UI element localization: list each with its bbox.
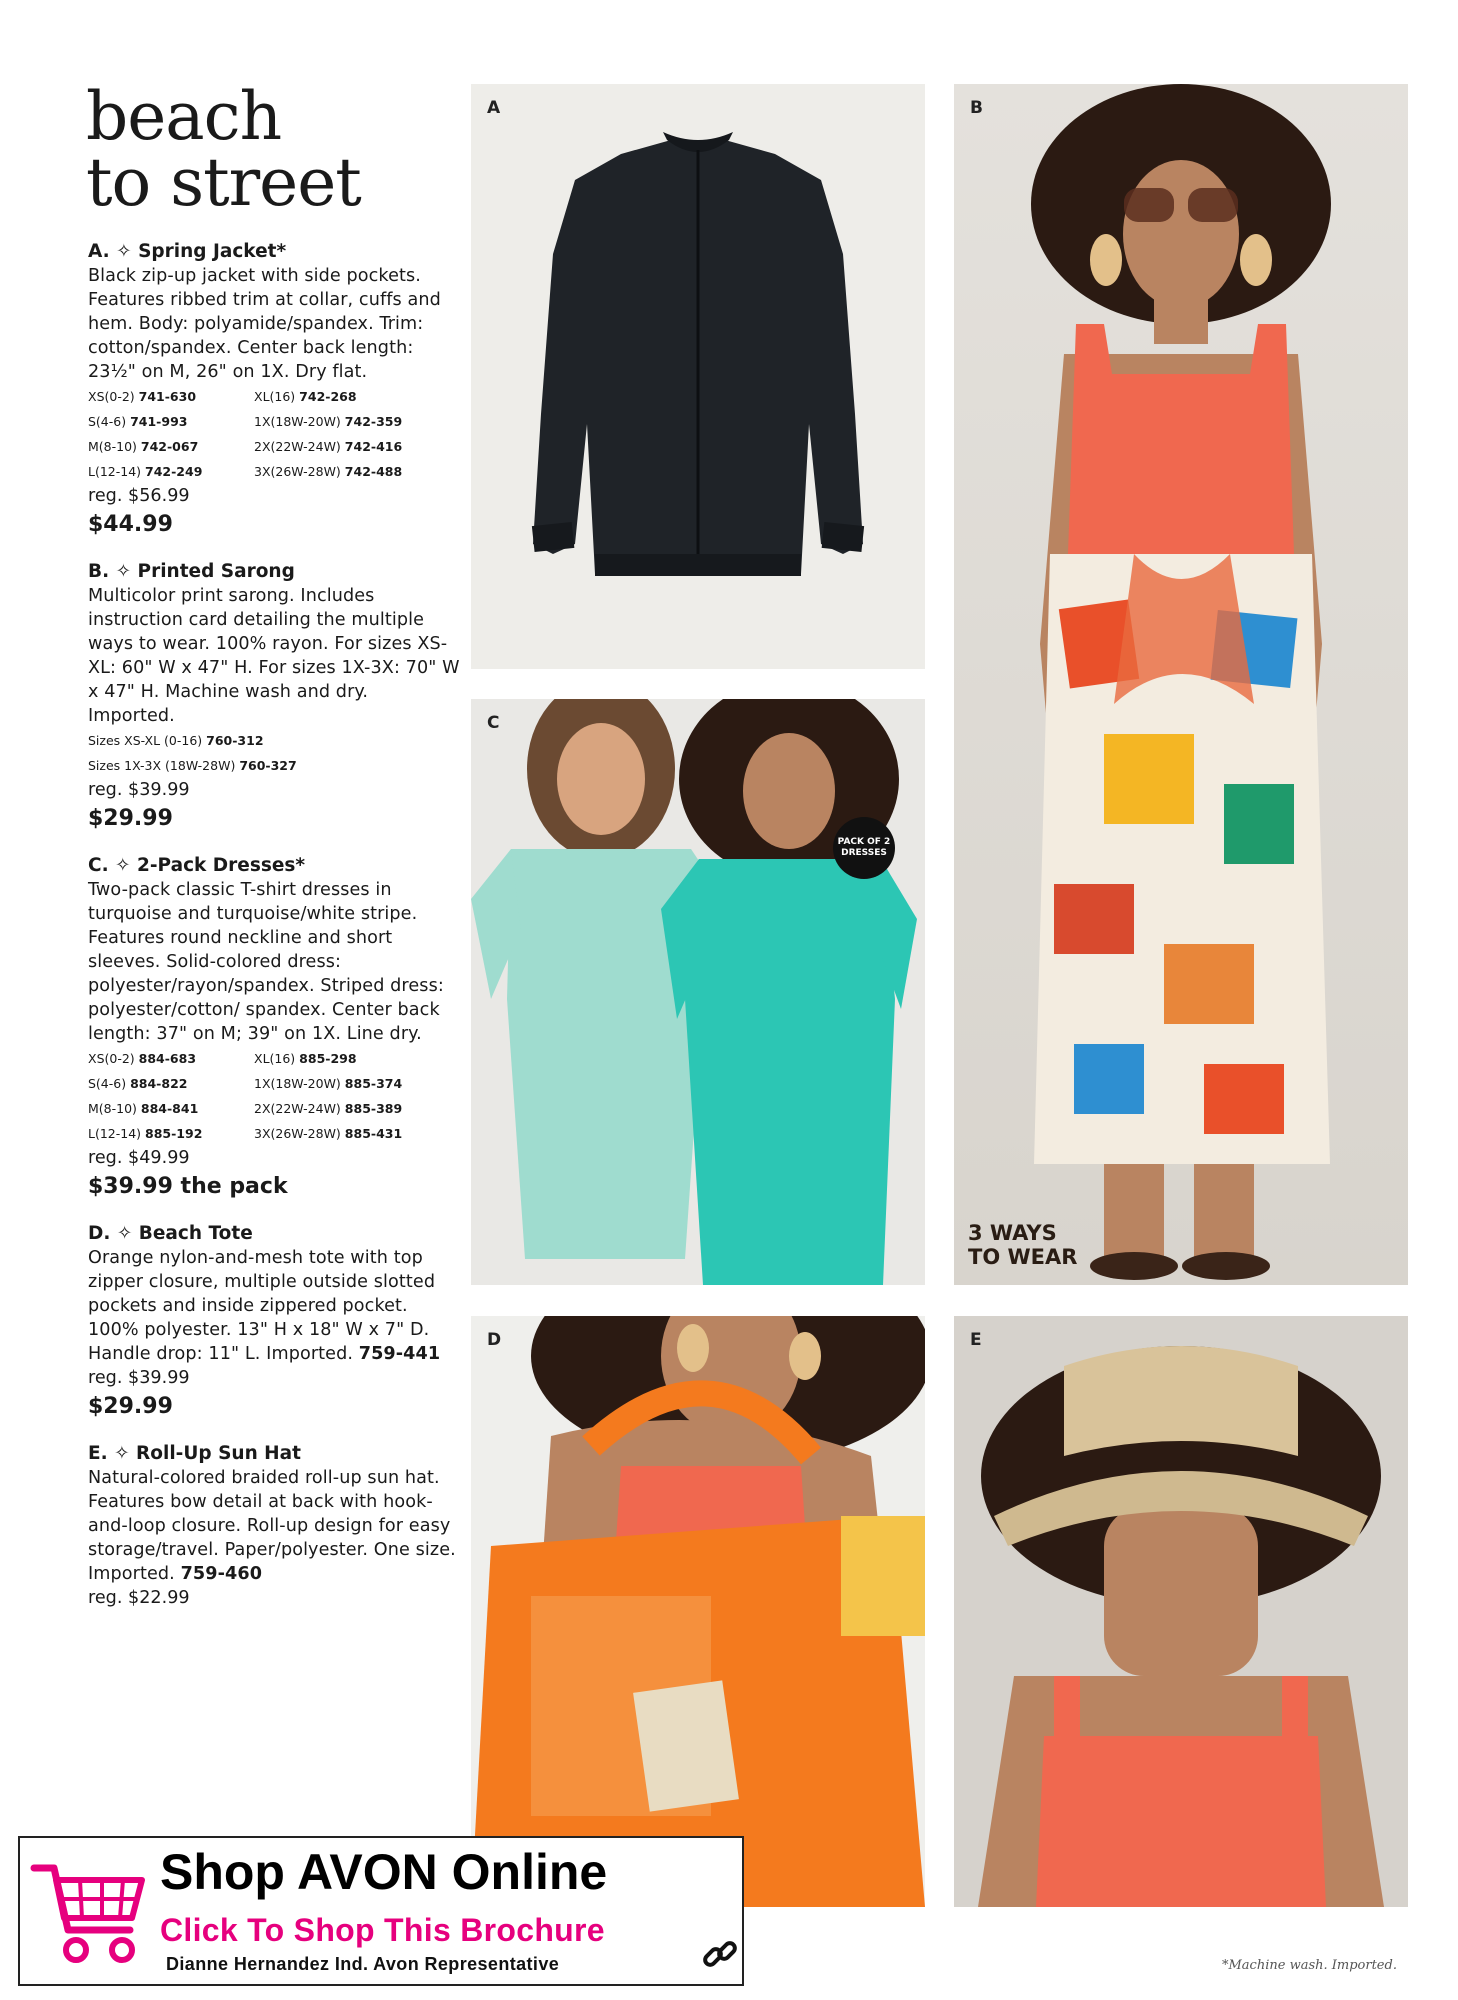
size-code: 2X(22W-24W) 885-389 xyxy=(254,1101,403,1116)
sale-price: $29.99 xyxy=(88,1394,173,1419)
size-code: Sizes 1X-3X (18W-28W) 760-327 xyxy=(88,758,297,773)
product-description: Multicolor print sarong. Includes instruction card detailing the multiple ways to wear. 100% rayon. For sizes XS-XL: 60" W x 47" H. For sizes 1X-3X: 70" W x 47" H. Machine wash and dry. Imported. xyxy=(88,586,460,726)
shopping-cart-icon xyxy=(30,1858,150,1968)
size-code: Sizes XS-XL (0-16) 760-312 xyxy=(88,733,264,748)
tote-illustration xyxy=(471,1316,925,1907)
regular-price: reg. $56.99 xyxy=(88,486,190,506)
size-codes xyxy=(88,728,460,778)
product-spring-jacket xyxy=(88,240,460,542)
size-code: 1X(18W-20W) 742-359 xyxy=(254,414,403,429)
product-title: D. ✧ Beach Tote xyxy=(88,1223,253,1244)
photo-spring-jacket xyxy=(471,84,925,669)
size-code: 3X(26W-28W) 885-431 xyxy=(254,1126,403,1141)
product-title: E. ✧ Roll-Up Sun Hat xyxy=(88,1443,301,1464)
photo-letter: E xyxy=(970,1330,982,1350)
product-description: Orange nylon-and-mesh tote with top zipper closure, multiple outside slotted pockets and inside zippered pocket. 100% polyester. 13" H x 18" W x 7" D. Handle drop: 11" L. Imported. 759-441 xyxy=(88,1248,441,1364)
sale-price: $44.99 xyxy=(88,512,173,537)
product-beach-tote xyxy=(88,1222,460,1424)
dresses-illustration xyxy=(471,699,925,1285)
product-list xyxy=(88,240,460,1610)
product-title: B. ✧ Printed Sarong xyxy=(88,561,295,582)
product-title: C. ✧ 2-Pack Dresses* xyxy=(88,855,306,876)
sale-price: $29.99 xyxy=(88,806,173,831)
product-description: Natural-colored braided roll-up sun hat. Features bow detail at back with hook-and-loop closure. Roll-up design for easy storage/travel. Paper/polyester. One size. Imported. 759-460 xyxy=(88,1468,456,1584)
size-codes xyxy=(88,384,460,484)
size-code: XL(16) 742-268 xyxy=(254,389,357,404)
size-code: 3X(26W-28W) 742-488 xyxy=(254,464,403,479)
regular-price: reg. $39.99 xyxy=(88,1368,190,1388)
heading-line-2: to street xyxy=(86,144,361,221)
sale-price: $39.99 the pack xyxy=(88,1174,288,1199)
size-code: S(4-6) 884-822 xyxy=(88,1076,188,1091)
size-code: XL(16) 885-298 xyxy=(254,1051,357,1066)
regular-price: reg. $22.99 xyxy=(88,1588,190,1608)
product-printed-sarong xyxy=(88,560,460,836)
product-roll-up-sun-hat xyxy=(88,1442,460,1610)
size-code: 2X(22W-24W) 742-416 xyxy=(254,439,403,454)
regular-price: reg. $49.99 xyxy=(88,1148,190,1168)
heading-line-1: beach xyxy=(86,78,282,155)
shop-brochure-link[interactable]: Click To Shop This Brochure xyxy=(160,1912,605,1948)
shop-online-title[interactable]: Shop AVON Online xyxy=(160,1844,608,1900)
footnote: *Machine wash. Imported. xyxy=(1222,1958,1397,1973)
photo-printed-sarong xyxy=(954,84,1408,1285)
product-title: A. ✧ Spring Jacket* xyxy=(88,241,287,262)
size-codes xyxy=(88,1046,460,1146)
size-code: M(8-10) 884-841 xyxy=(88,1101,199,1116)
photo-roll-up-sun-hat xyxy=(954,1316,1408,1907)
sarong-model-illustration xyxy=(954,84,1408,1285)
item-code: 759-460 xyxy=(180,1564,263,1584)
size-code: L(12-14) 885-192 xyxy=(88,1126,203,1141)
photo-letter: D xyxy=(487,1330,502,1350)
size-code: L(12-14) 742-249 xyxy=(88,464,203,479)
pack-of-2-badge: PACK OF 2 DRESSES xyxy=(833,817,895,879)
jacket-illustration xyxy=(471,84,925,669)
size-code: XS(0-2) 884-683 xyxy=(88,1051,197,1066)
three-ways-to-wear-label: 3 WAYS TO WEAR xyxy=(968,1221,1078,1269)
link-icon[interactable] xyxy=(700,1934,740,1974)
sun-hat-illustration xyxy=(954,1316,1408,1907)
size-code: M(8-10) 742-067 xyxy=(88,439,199,454)
product-description: Black zip-up jacket with side pockets. Features ribbed trim at collar, cuffs and hem. Body: polyamide/spandex. Trim: cotton/spandex. Center back length: 23½" on M, 26" on 1X. Dry flat. xyxy=(88,266,441,382)
item-code: 759-441 xyxy=(358,1344,441,1364)
product-2-pack-dresses xyxy=(88,854,460,1204)
regular-price: reg. $39.99 xyxy=(88,780,190,800)
size-code: XS(0-2) 741-630 xyxy=(88,389,197,404)
photo-letter: B xyxy=(970,98,983,118)
photo-2-pack-dresses xyxy=(471,699,925,1285)
size-code: S(4-6) 741-993 xyxy=(88,414,188,429)
shop-avon-banner[interactable] xyxy=(18,1836,744,1986)
representative-name: Dianne Hernandez Ind. Avon Representative xyxy=(166,1954,560,1974)
photo-letter: C xyxy=(487,713,500,733)
page-heading xyxy=(86,78,361,221)
photo-letter: A xyxy=(487,98,501,118)
size-code: 1X(18W-20W) 885-374 xyxy=(254,1076,403,1091)
product-description: Two-pack classic T-shirt dresses in turquoise and turquoise/white stripe. Features round neckline and short sleeves. Solid-colored dress: polyester/rayon/spandex. Striped dress: polyester/cotton/ spandex. Center back length: 37" on M; 39" on 1X. Line dry. xyxy=(88,880,444,1044)
photo-beach-tote xyxy=(471,1316,925,1907)
